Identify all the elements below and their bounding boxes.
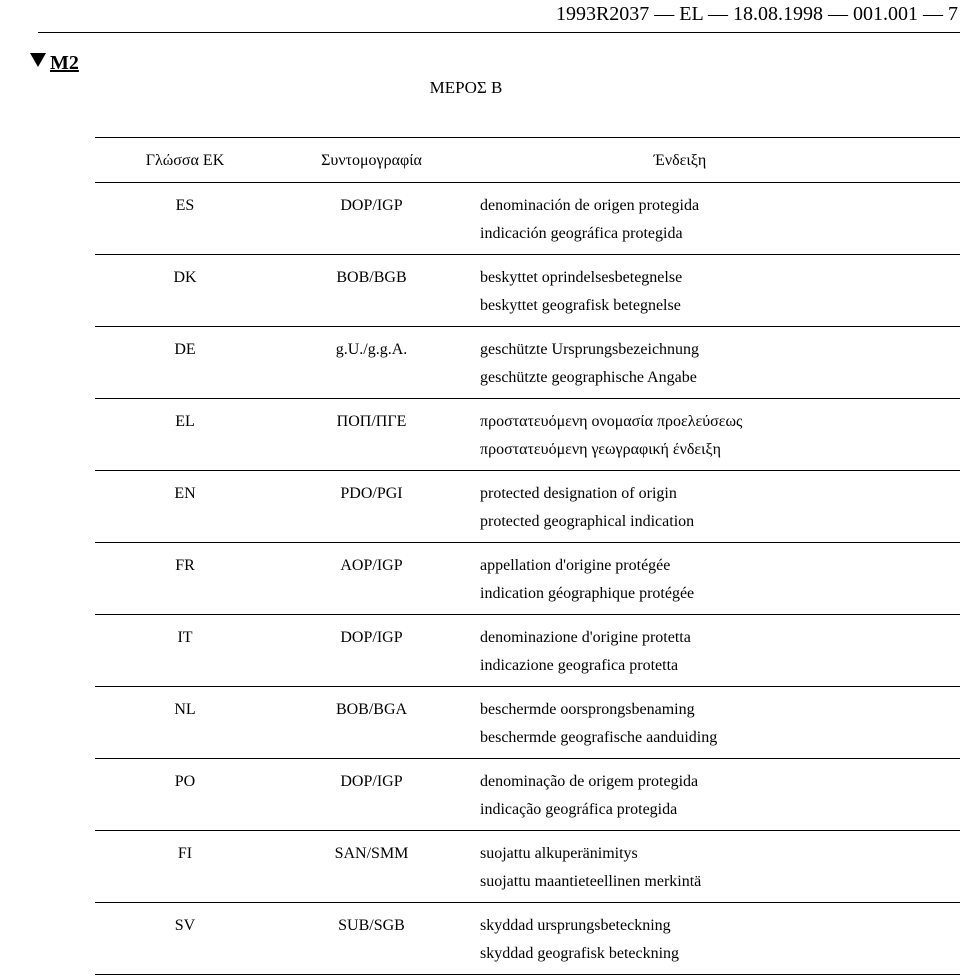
designation-of-origin: skyddad ursprungsbeteckning [480,917,671,934]
geographical-indication: indication géographique protégée [480,585,695,602]
language-code: FI [177,845,193,862]
table-row [95,830,960,902]
indication [480,840,701,896]
designation-of-origin: denominación de origen protegida [480,197,700,214]
indication [480,408,742,464]
geographical-indication: skyddad geografisk beteckning [480,945,680,962]
table-row [95,398,960,470]
language-code: IT [177,629,193,646]
designation-of-origin: denominazione d'origine protetta [480,629,691,646]
designation-of-origin: denominação de origem protegida [480,773,699,790]
designation-of-origin: protected designation of origin [480,485,677,502]
table-row [95,182,960,254]
header-indication: Ένδειξη [653,152,707,169]
abbreviation: BOB/BGA [335,701,408,718]
geographical-indication: beskyttet geografisk betegnelse [480,297,681,314]
geographical-indication: indicazione geografica protetta [480,657,679,674]
table-row [95,686,960,758]
table-header-row [95,137,960,182]
designation-of-origin: beskyttet oprindelsesbetegnelse [480,269,683,286]
designation-of-origin: beschermde oorsprongsbenaming [480,701,695,718]
indication [480,264,682,320]
indication [480,336,699,392]
designation-of-origin: προστατευόμενη ονομασία προελεύσεως [480,413,743,430]
table-row [95,614,960,686]
amendment-code: M2 [50,52,79,74]
language-code: DE [174,341,196,358]
table-row [95,326,960,398]
language-code: PO [174,773,196,790]
table-row [95,542,960,614]
amendment-marker [30,51,79,75]
indication [480,768,698,824]
language-code: NL [174,701,196,718]
indication [480,624,691,680]
designation-of-origin: geschützte Ursprungsbezeichnung [480,341,700,358]
part-title: ΜΕΡΟΣ Β [429,78,503,97]
geographical-indication: προστατευόμενη γεωγραφική ένδειξη [480,441,721,458]
table-row [95,470,960,542]
header-language: Γλώσσα ΕΚ [145,152,225,169]
header-abbreviation: Συντομογραφία [321,152,422,169]
abbreviation: PDO/PGI [340,485,403,502]
indication [480,480,694,536]
abbreviation: ΠΟΠ/ΠΓΕ [336,413,407,430]
abbreviation: DOP/IGP [340,197,403,214]
geographical-indication: protected geographical indication [480,513,695,530]
designation-of-origin: suojattu alkuperänimitys [480,845,638,862]
indication [480,192,699,248]
table-row [95,254,960,326]
abbreviation: DOP/IGP [340,629,403,646]
abbreviation: DOP/IGP [340,773,403,790]
table-row [95,758,960,830]
abbreviation: AOP/IGP [340,557,403,574]
indication [480,552,694,608]
geographical-indication: beschermde geografische aanduiding [480,729,718,746]
abbreviation: BOB/BGB [336,269,407,286]
geographical-indication: geschützte geographische Angabe [480,369,697,386]
geographical-indication: indicação geográfica protegida [480,801,678,818]
abbreviation: SAN/SMM [334,845,409,862]
indication [480,912,679,968]
language-code: DK [173,269,197,286]
abbreviation: SUB/SGB [338,917,405,934]
table-row [95,902,960,975]
geographical-indication: indicación geográfica protegida [480,225,683,242]
indication [480,696,717,752]
document-reference: 1993R2037 — EL — 18.08.1998 — 001.001 — 7 [555,3,958,25]
triangle-down-icon [30,53,46,67]
abbreviation: g.U./g.g.A. [335,341,408,358]
language-code: SV [174,917,196,934]
designation-of-origin: appellation d'origine protégée [480,557,671,574]
geographical-indication: suojattu maantieteellinen merkintä [480,873,702,890]
language-code: EN [174,485,196,502]
language-code: ES [175,197,195,214]
language-code: FR [175,557,195,574]
language-code: EL [175,413,195,430]
designation-table [95,137,960,975]
